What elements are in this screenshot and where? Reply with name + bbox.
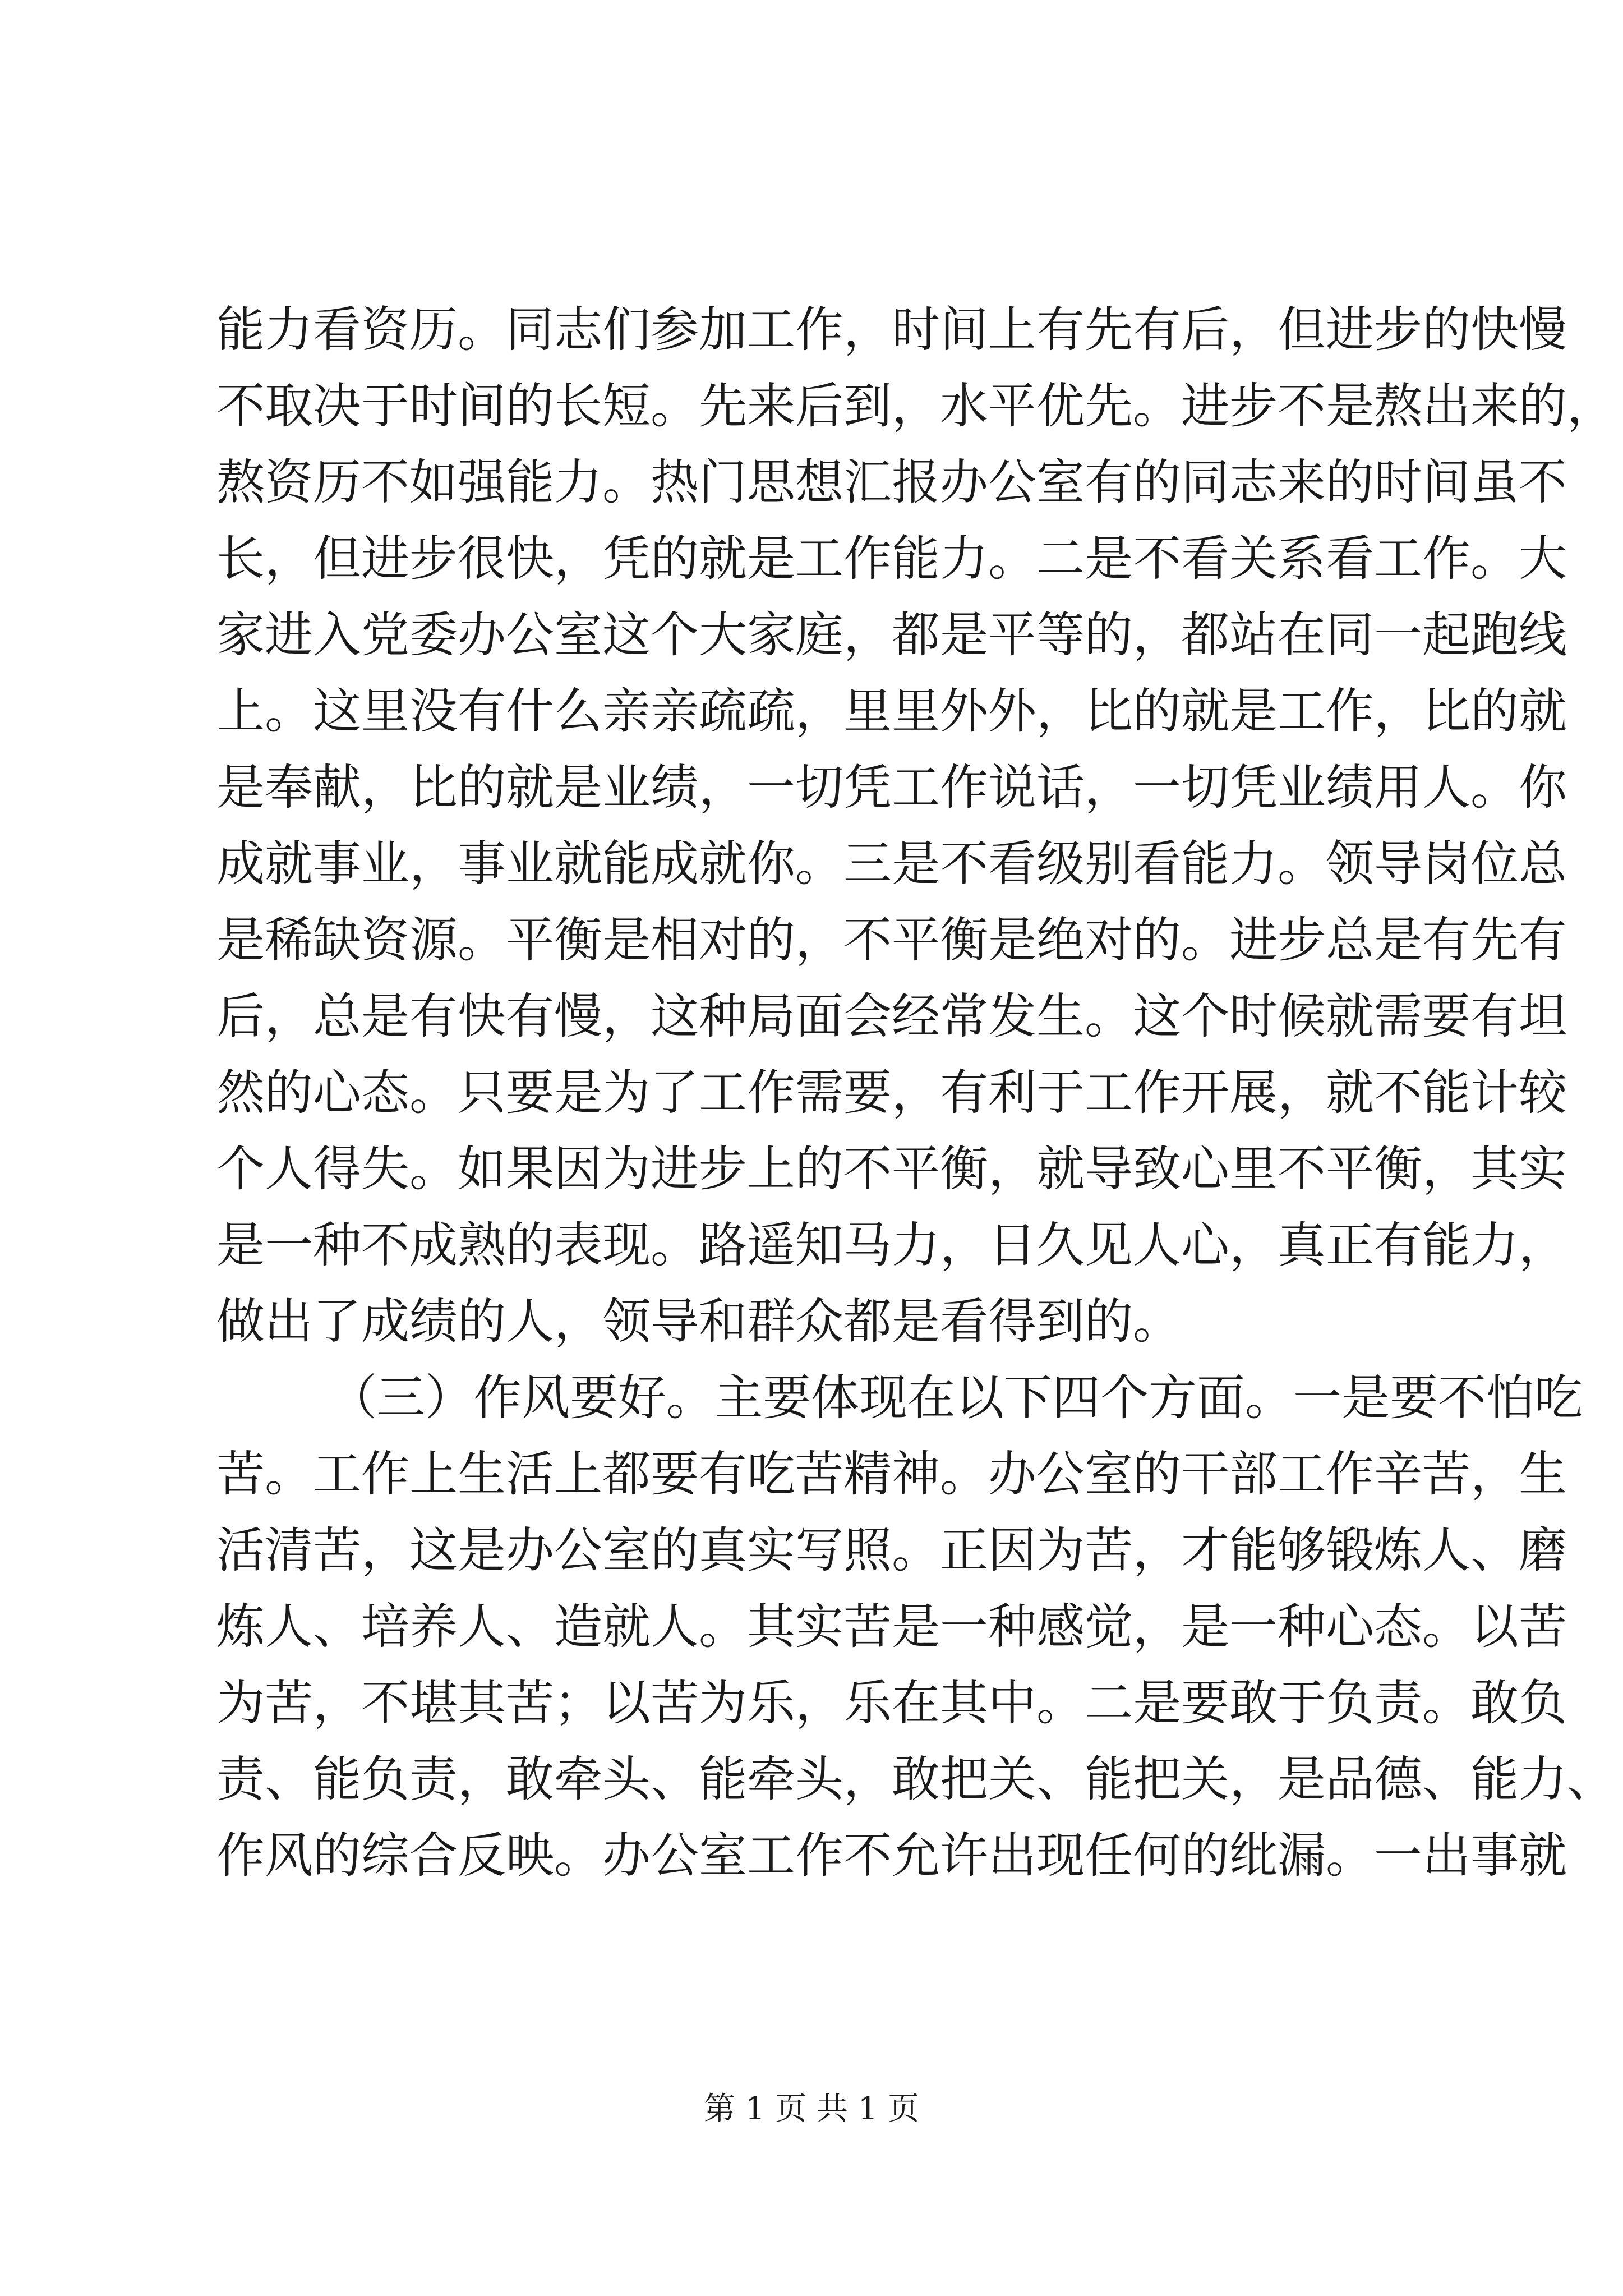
text-line: 家进入党委办公室这个大家庭，都是平等的，都站在同一起跑线	[216, 607, 1567, 663]
text-line: 活清苦，这是办公室的真实写照。正因为苦，才能够锻炼人、磨	[216, 1522, 1567, 1579]
text-line: （三）作风要好。主要体现在以下四个方面。一是要不怕吃	[329, 1370, 1583, 1426]
text-line: 能力看资历。同志们参加工作，时间上有先有后，但进步的快慢	[216, 302, 1567, 358]
text-line: 苦。工作上生活上都要有吃苦精神。办公室的干部工作辛苦，生	[216, 1446, 1567, 1502]
text-line: 做出了成绩的人，领导和群众都是看得到的。	[216, 1294, 1181, 1350]
paragraph-1	[216, 292, 1615, 1360]
paragraph-2	[216, 1360, 1615, 1894]
text-line: 是奉献，比的就是业绩，一切凭工作说话，一切凭业绩用人。你	[216, 760, 1567, 816]
text-line: 责、能负责，敢牵头、能牵头，敢把关、能把关，是品德、能力、	[216, 1751, 1615, 1807]
text-line: 上。这里没有什么亲亲疏疏，里里外外，比的就是工作，比的就	[216, 683, 1567, 739]
text-line: 为苦，不堪其苦；以苦为乐，乐在其中。二是要敢于负责。敢负	[216, 1675, 1567, 1731]
page-number-footer: 第 1 页 共 1 页	[703, 2091, 920, 2127]
text-line: 后，总是有快有慢，这种局面会经常发生。这个时候就需要有坦	[216, 988, 1567, 1045]
text-line: 炼人、培养人、造就人。其实苦是一种感觉，是一种心态。以苦	[216, 1599, 1567, 1655]
text-line: 个人得失。如果因为进步上的不平衡，就导致心里不平衡，其实	[216, 1141, 1567, 1197]
text-line: 熬资历不如强能力。热门思想汇报办公室有的同志来的时间虽不	[216, 454, 1567, 510]
text-line: 成就事业，事业就能成就你。三是不看级别看能力。领导岗位总	[216, 836, 1567, 892]
text-line: 作风的综合反映。办公室工作不允许出现任何的纰漏。一出事就	[216, 1828, 1567, 1884]
document-body	[216, 292, 1615, 1894]
text-line: 长，但进步很快，凭的就是工作能力。二是不看关系看工作。大	[216, 531, 1567, 587]
text-line: 是稀缺资源。平衡是相对的，不平衡是绝对的。进步总是有先有	[216, 912, 1567, 968]
text-line: 不取决于时间的长短。先来后到，水平优先。进步不是熬出来的，	[216, 378, 1615, 434]
text-line: 然的心态。只要是为了工作需要，有利于工作开展，就不能计较	[216, 1065, 1567, 1121]
text-line: 是一种不成熟的表现。路遥知马力，日久见人心，真正有能力，	[216, 1217, 1567, 1273]
